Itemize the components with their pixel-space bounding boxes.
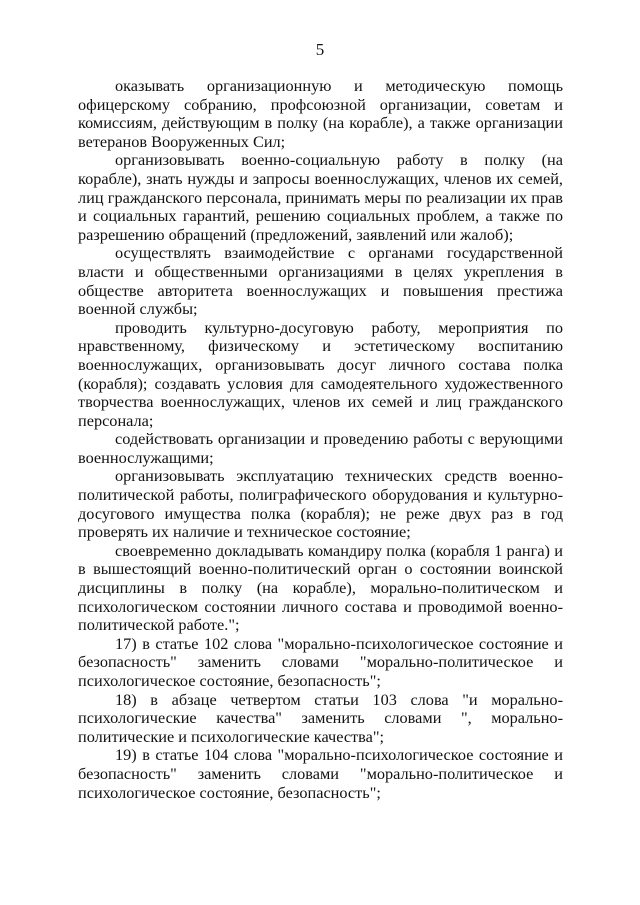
paragraph-reporting: своевременно докладывать командиру полка (корабля 1 ранга) и в вышестоящий военно-политический орган о состоянии воинской дисциплины в полку (на корабле), морально-политическом и психологическом состоянии личного состава и проводимой военно-политической работе."; — [78, 540, 563, 635]
paragraph-item-18: 18) в абзаце четвертом статьи 103 слова "и морально-психологические качества" заменить словами ", морально-политические и психологические качества"; — [78, 689, 563, 746]
paragraph-item-19: 19) в статье 104 слова "морально-психологическое состояние и безопасность" заменить словами "морально-политическое и психологическое состояние, безопасность"; — [78, 745, 563, 802]
paragraph-item-17: 17) в статье 102 слова "морально-психологическое состояние и безопасность" заменить словами "морально-политическое и психологическое состояние, безопасность"; — [78, 633, 563, 690]
paragraph-technical-equipment: организовывать эксплуатацию технических средств военно-политической работы, полиграфического оборудования и культурно-досугового имущества полка (корабля); не реже двух раз в год проверять их наличие и техническое состояние; — [78, 466, 563, 542]
paragraph-state-interaction: осуществлять взаимодействие с органами государственной власти и общественными организациями в целях укрепления в обществе авторитета военнослужащих и повышения престижа военной службы; — [78, 243, 563, 319]
page-number: 5 — [315, 40, 325, 59]
paragraph-organizational-help: оказывать организационную и методическую помощь офицерскому собранию, профсоюзной организации, советам и комиссиям, действующим в полку (на корабле), а также организации ветеранов Вооруженных Сил; — [78, 76, 563, 151]
document-body — [78, 77, 563, 802]
paragraph-religious-work: содействовать организации и проведению работы с верующими военнослужащими; — [78, 429, 563, 467]
paragraph-military-social-work: организовывать военно-социальную работу в полку (на корабле), знать нужды и запросы военнослужащих, членов их семей, лиц гражданского персонала, принимать меры по реализации их прав и социальных гарантий, решению социальных проблем, а также по разрешению обращений (предложений, заявлений или жалоб); — [78, 150, 563, 244]
paragraph-cultural-leisure: проводить культурно-досуговую работу, мероприятия по нравственному, физическому и эстетическому воспитанию военнослужащих, организовывать досуг личного состава полка (корабля); создавать условия для самодеятельного художественного творчества военнослужащих, членов их семей и лиц гражданского персонала; — [78, 317, 563, 430]
